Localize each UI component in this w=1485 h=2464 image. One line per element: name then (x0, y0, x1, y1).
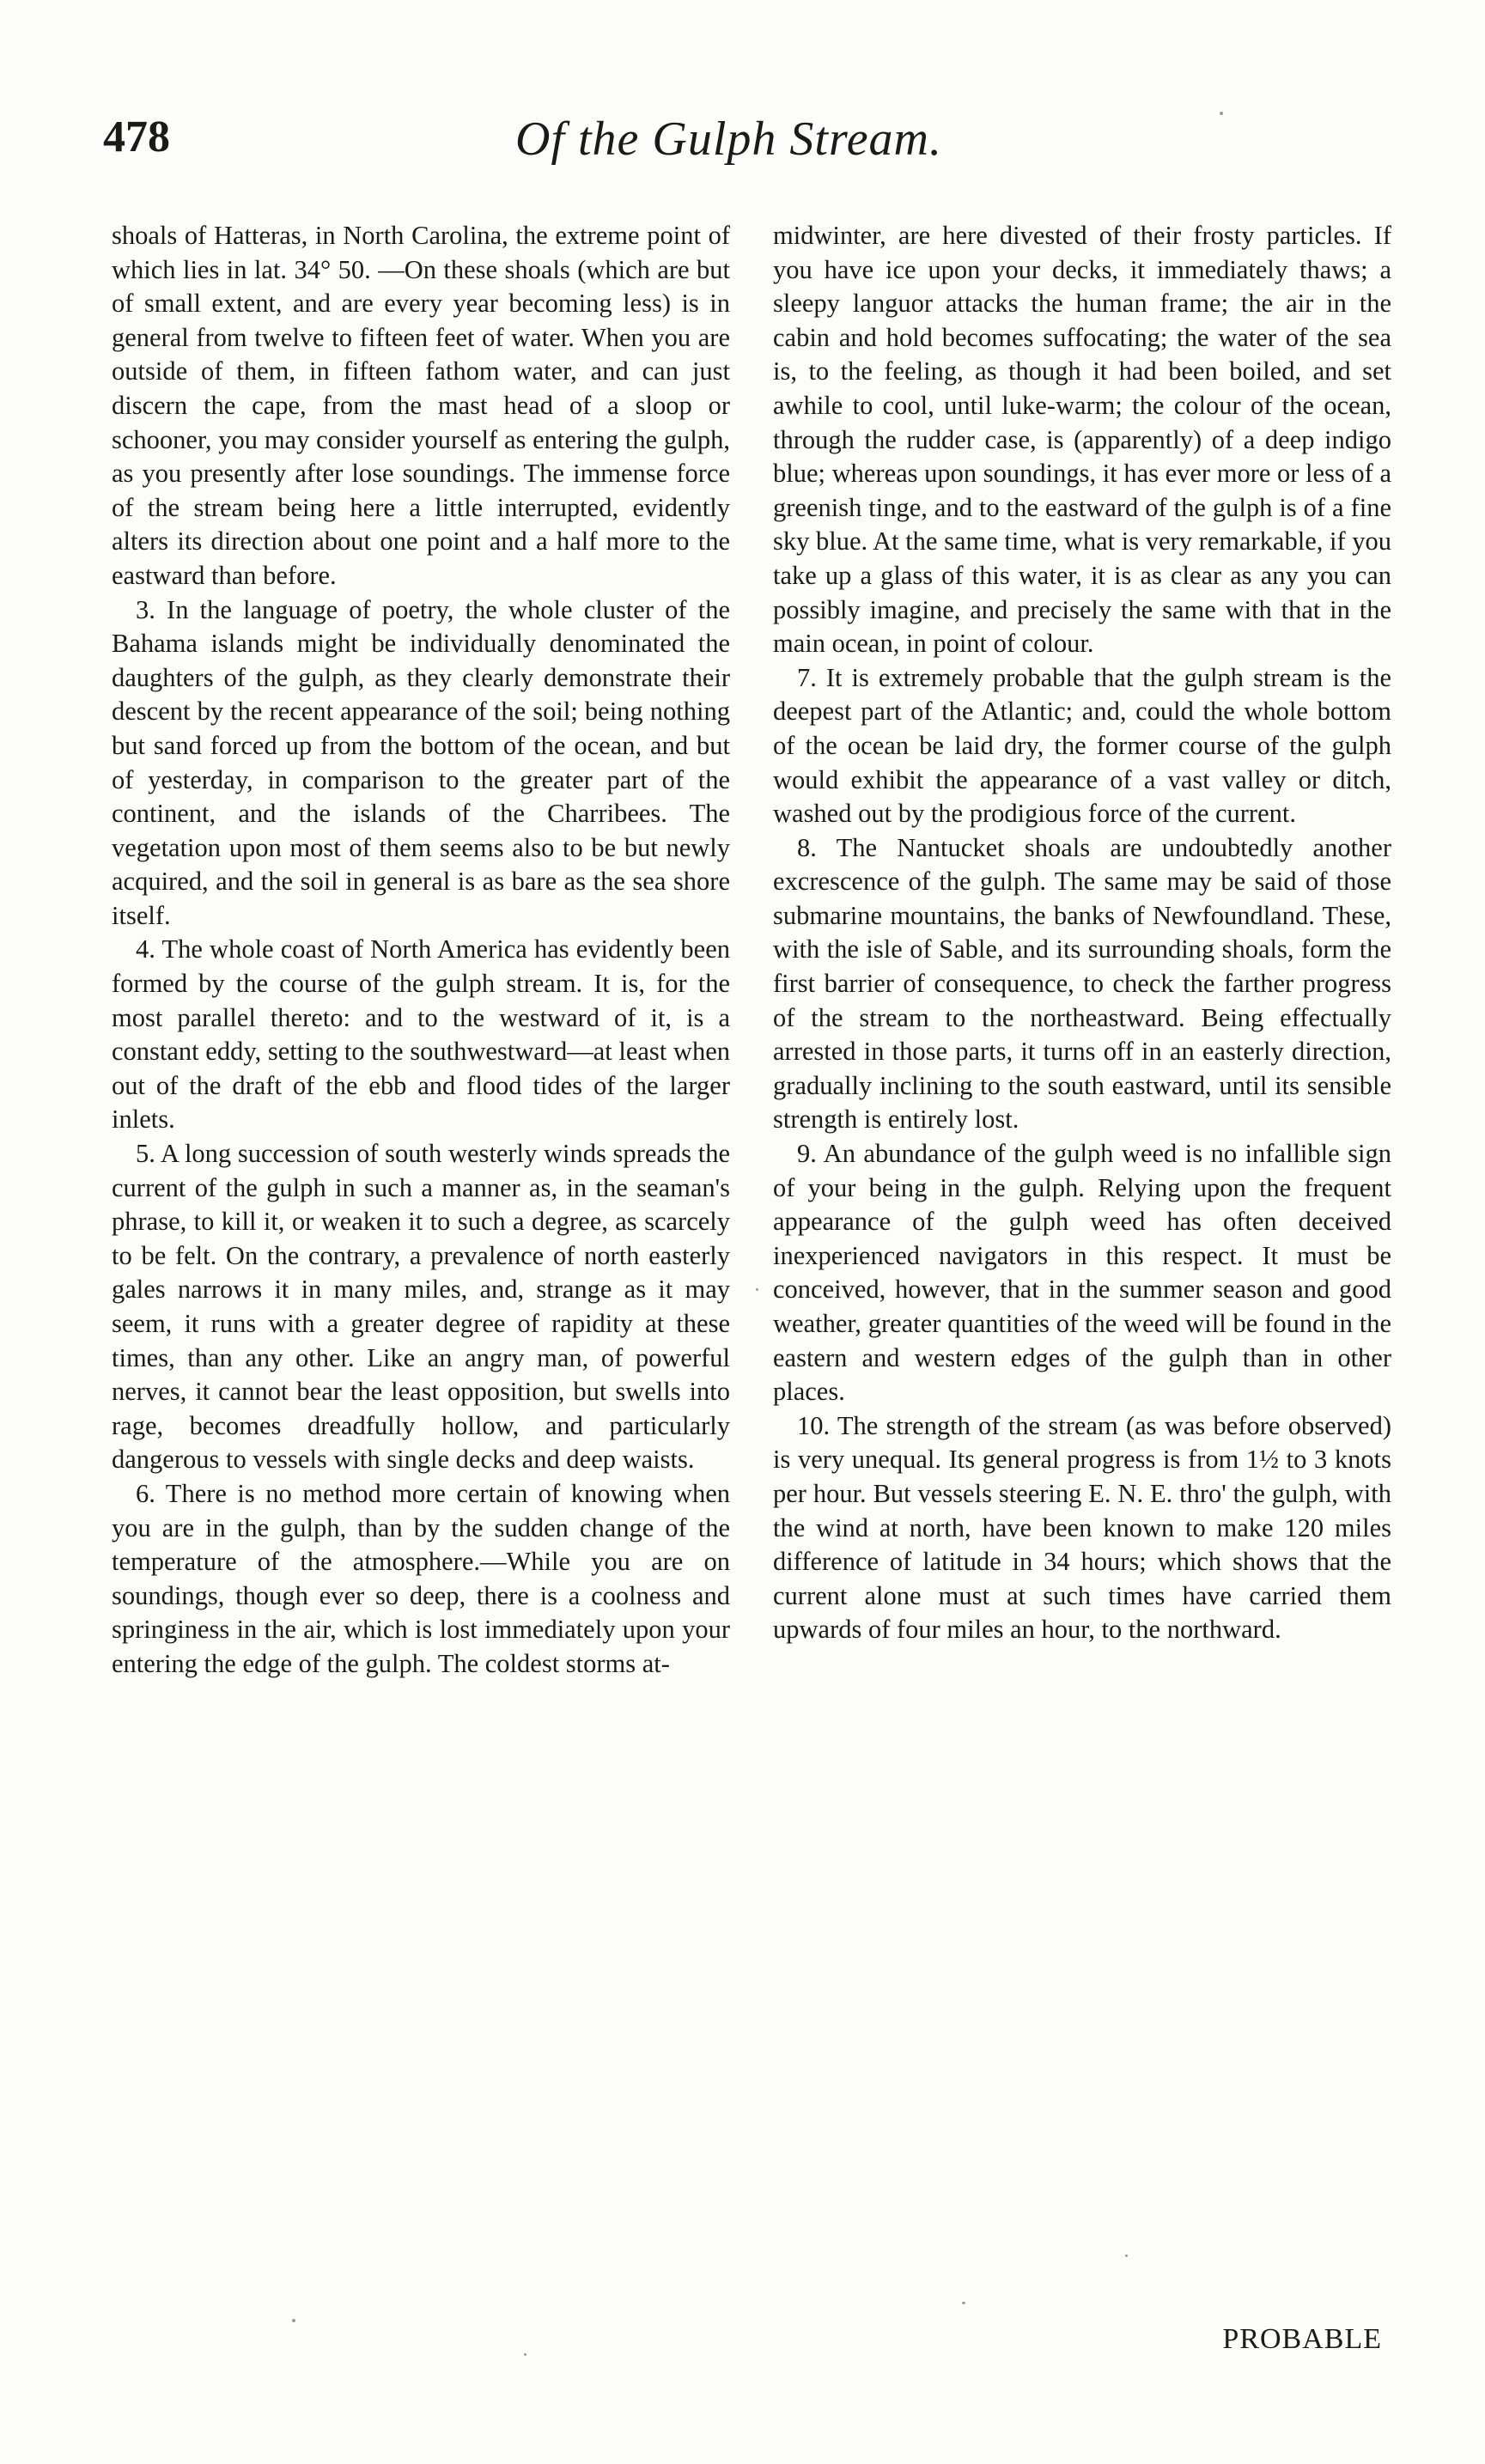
print-speck (756, 1288, 758, 1291)
paragraph: 6. There is no method more certain of knowing when you are in the gulph, than by the sudden change of the temperature of the atmosphere.—While you are on soundings, though ever so deep, there is a coolness and springiness in the air, which is lost immediately upon your entering the edge of the gulph. The coldest storms at- (112, 1478, 730, 1678)
print-speck (962, 2302, 965, 2304)
paragraph: 8. The Nantucket shoals are undoubtedly another excrescence of the gulph. The same may be said of those submarine mountains, the banks of Newfoundland. These, with the isle of Sable, and its surrounding shoals, form the first barrier of consequence, to check the farther progress of the stream to the northeastward. Being effectually arrested in those parts, it turns off in an easterly direction, gradually inclining to the south eastward, until its sensible strength is entirely lost. (773, 832, 1391, 1135)
page-header (103, 112, 1391, 189)
paragraph: 4. The whole coast of North America has evidently been formed by the course of the gulph stream. It is, for the most parallel thereto: and to the westward of it, is a constant eddy, setting to the southwestward—at least when out of the draft of the ebb and flood tides of the larger inlets. (112, 934, 730, 1135)
right-column (773, 219, 1391, 1647)
catchword: PROBABLE (1222, 2323, 1382, 2355)
running-title: Of the Gulph Stream. (515, 113, 942, 166)
paragraph: 7. It is extremely probable that the gulph stream is the deepest part of the Atlantic; and, could the whole bottom of the ocean be laid dry, the former course of the gulph would exhibit the appearance of a vast valley or ditch, washed out by the prodigious force of the current. (773, 662, 1391, 829)
print-speck (1125, 2254, 1128, 2257)
paragraph: 9. An abundance of the gulph weed is no infallible sign of your being in the gulph. Relying upon the frequent appearance of the gulph weed has often deceived inexperienced navigators in this respect. It must be conceived, however, that in the summer season and good weather, greater quantities of the weed will be found in the eastern and western edges of the gulph than in other places. (773, 1139, 1391, 1407)
paragraph: shoals of Hatteras, in North Carolina, the extreme point of which lies in lat. 34° 50. —On these shoals (which are but of small extent, and are every year becoming less) is in general from twelve to fifteen feet of water. When you are outside of them, in fifteen fathom water, and can just discern the cape, from the mast head of a sloop or schooner, you may consider yourself as entering the gulph, as you presently after lose soundings. The immense force of the stream being here a little interrupted, evidently alters its direction about one point and a half more to the eastward than before. (112, 221, 730, 590)
paragraph: 5. A long succession of south westerly winds spreads the current of the gulph in such a manner as, in the seaman's phrase, to kill it, or weaken it to such a degree, as scarcely to be felt. On the contrary, a prevalence of north easterly gales narrows it in many miles, and, strange as it may seem, it runs with a greater degree of rapidity at these times, than any other. Like an angry man, of powerful nerves, it cannot bear the least opposition, but swells into rage, becomes dreadfully hollow, and particularly dangerous to vessels with single decks and deep waists. (112, 1139, 730, 1475)
page-number: 478 (103, 113, 170, 161)
print-speck (1220, 112, 1223, 115)
paragraph: midwinter, are here divested of their frosty particles. If you have ice upon your decks, it immediately thaws; a sleepy languor attacks the human frame; the air in the cabin and hold becomes suffocating; the water of the sea is, to the feeling, as though it had been boiled, and set awhile to cool, until luke-warm; the colour of the ocean, through the rudder case, is (apparently) of a deep indigo blue; whereas upon soundings, it has ever more or less of a greenish tinge, and to the eastward of the gulph is of a fine sky blue. At the same time, what is very remarkable, if you take up a glass of this water, it is as clear as any you can possibly imagine, and precisely the same with that in the main ocean, in point of colour. (773, 221, 1391, 659)
print-speck (292, 2319, 295, 2322)
paragraph: 3. In the language of poetry, the whole cluster of the Bahama islands might be individually denominated the daughters of the gulph, as they clearly demonstrate their descent by the recent appearance of the soil; being nothing but sand forced up from the bottom of the ocean, and but of yesterday, in comparison to the greater part of the continent, and the islands of the Charribees. The vegetation upon most of them seems also to be but newly acquired, and the soil in general is as bare as the sea shore itself. (112, 594, 730, 930)
paragraph: 10. The strength of the stream (as was before observed) is very unequal. Its general progress is from 1½ to 3 knots per hour. But vessels steering E. N. E. thro' the gulph, with the wind at north, have been known to make 120 miles difference of latitude in 34 hours; which shows that the current alone must at such times have carried them upwards of four miles an hour, to the northward. (773, 1410, 1391, 1645)
left-column (112, 219, 730, 1682)
print-speck (524, 2353, 526, 2356)
